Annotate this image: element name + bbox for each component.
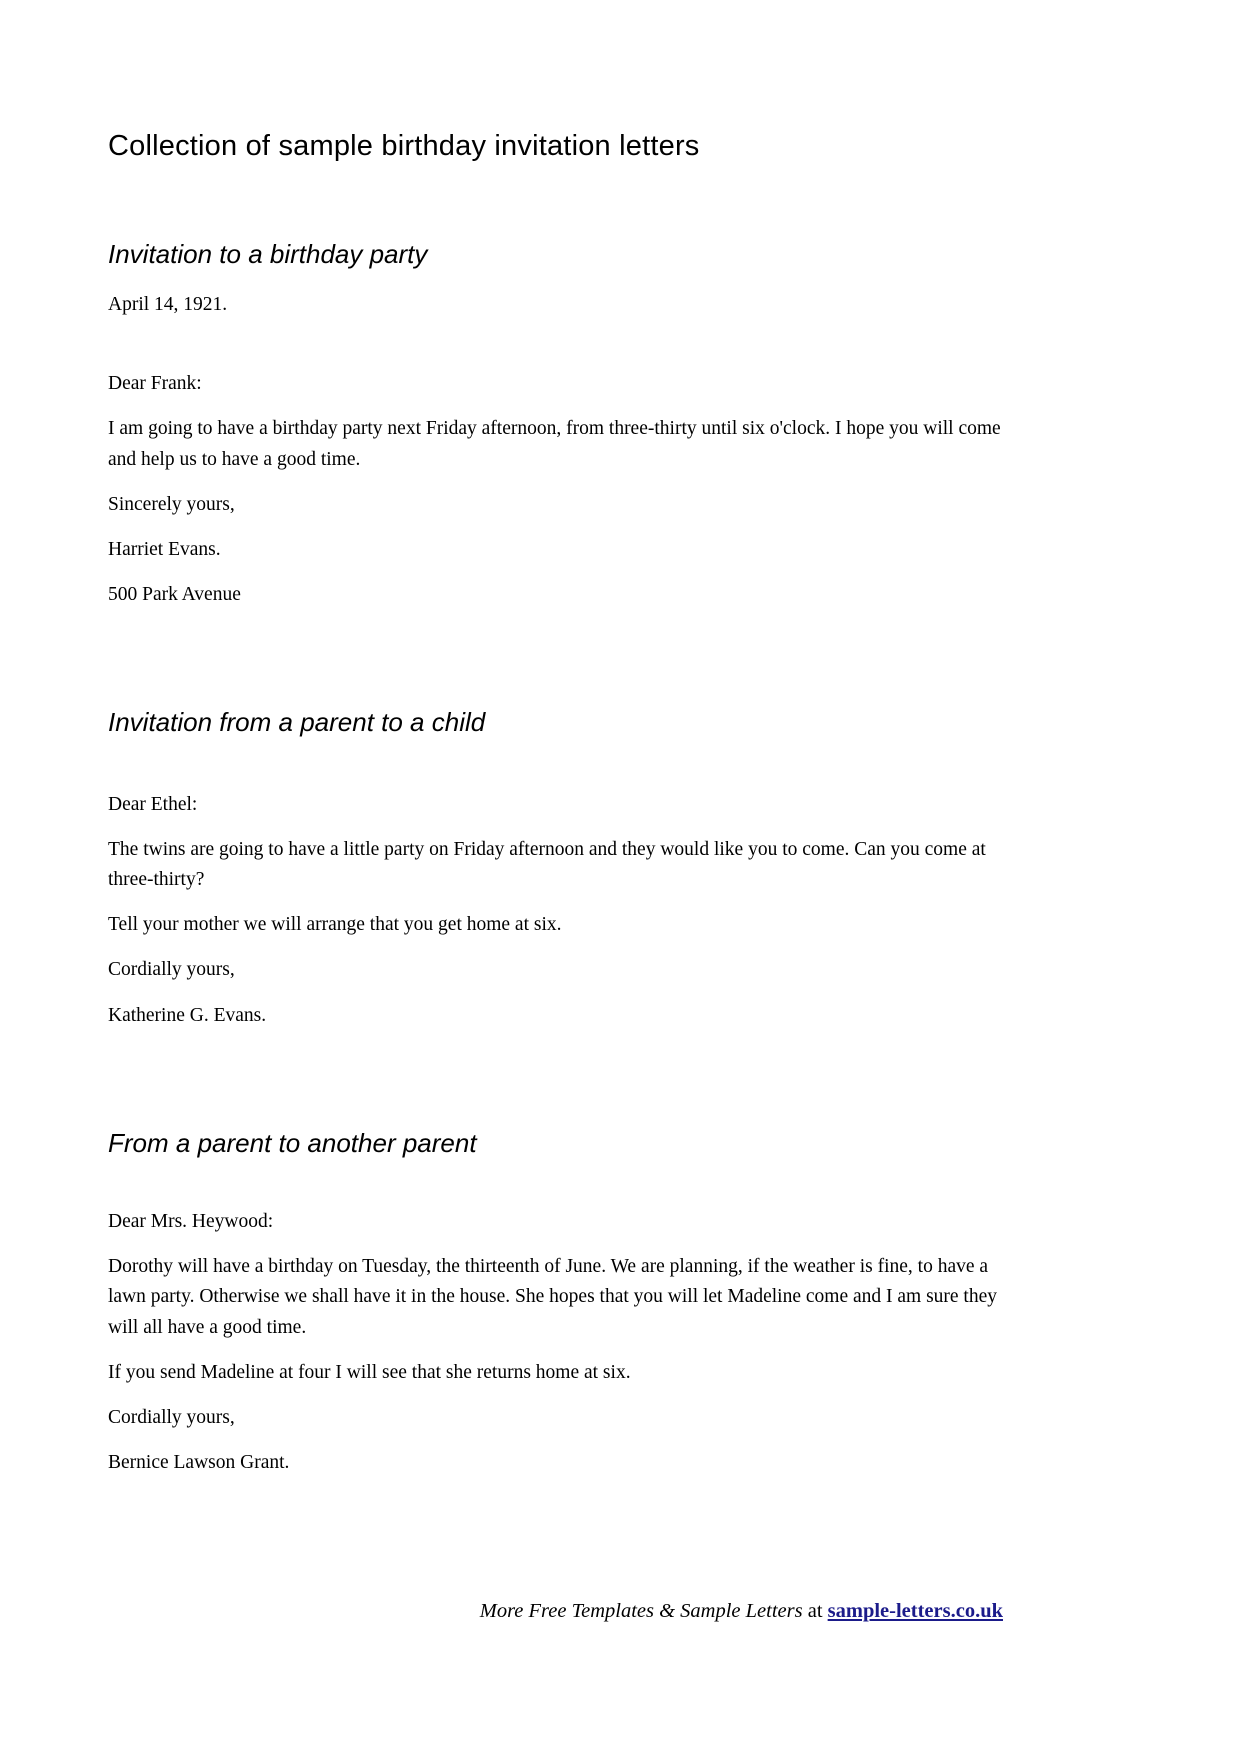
- letter-section-parent-to-parent: [108, 1128, 1003, 1479]
- letter-section-parent-to-child: [108, 707, 1003, 1031]
- page-footer: [108, 1600, 1003, 1623]
- letter-section-birthday-party: [108, 239, 1003, 611]
- letter-salutation: Dear Mrs. Heywood:: [108, 1210, 274, 1232]
- footer-text: More Free Templates & Sample Letters: [479, 1600, 803, 1622]
- section-heading: From a parent to another parent: [108, 1127, 477, 1158]
- section-heading: Invitation to a birthday party: [108, 239, 428, 269]
- footer-connector: at: [802, 1600, 828, 1622]
- letter-signature: Bernice Lawson Grant.: [108, 1452, 290, 1474]
- letter-paragraph: Dorothy will have a birthday on Tuesday, the thirteenth of June. We are planning, if the weather is fine, to have a lawn party. Otherwise we shall have it in the house. She hopes that you will let Madeline come and I am sure they will all have a good time.: [108, 1256, 998, 1338]
- letter-closing: Cordially yours,: [108, 1406, 235, 1428]
- letter-closing: Cordially yours,: [108, 959, 235, 981]
- letter-paragraph: Tell your mother we will arrange that you get home at six.: [108, 914, 562, 936]
- page-title: Collection of sample birthday invitation letters: [108, 130, 700, 162]
- letter-paragraph: The twins are going to have a little party on Friday afternoon and they would like you to come. Can you come at three-thirty?: [108, 838, 986, 890]
- letter-signature: Katherine G. Evans.: [108, 1004, 267, 1026]
- letter-closing: Sincerely yours,: [108, 493, 235, 515]
- footer-link[interactable]: sample-letters.co.uk: [827, 1600, 1003, 1622]
- letter-signature: Harriet Evans.: [108, 539, 221, 561]
- letter-salutation: Dear Ethel:: [108, 793, 198, 815]
- letter-address: 500 Park Avenue: [108, 584, 241, 606]
- letter-date: April 14, 1921.: [108, 294, 228, 315]
- letter-paragraph: If you send Madeline at four I will see that she returns home at six.: [108, 1361, 631, 1383]
- document-content: [108, 0, 1003, 1478]
- letter-paragraph: I am going to have a birthday party next Friday afternoon, from three-thirty until six o'clock. I hope you will come and help us to have a good time.: [108, 418, 1001, 470]
- letter-salutation: Dear Frank:: [108, 373, 202, 395]
- section-heading: Invitation from a parent to a child: [108, 706, 486, 737]
